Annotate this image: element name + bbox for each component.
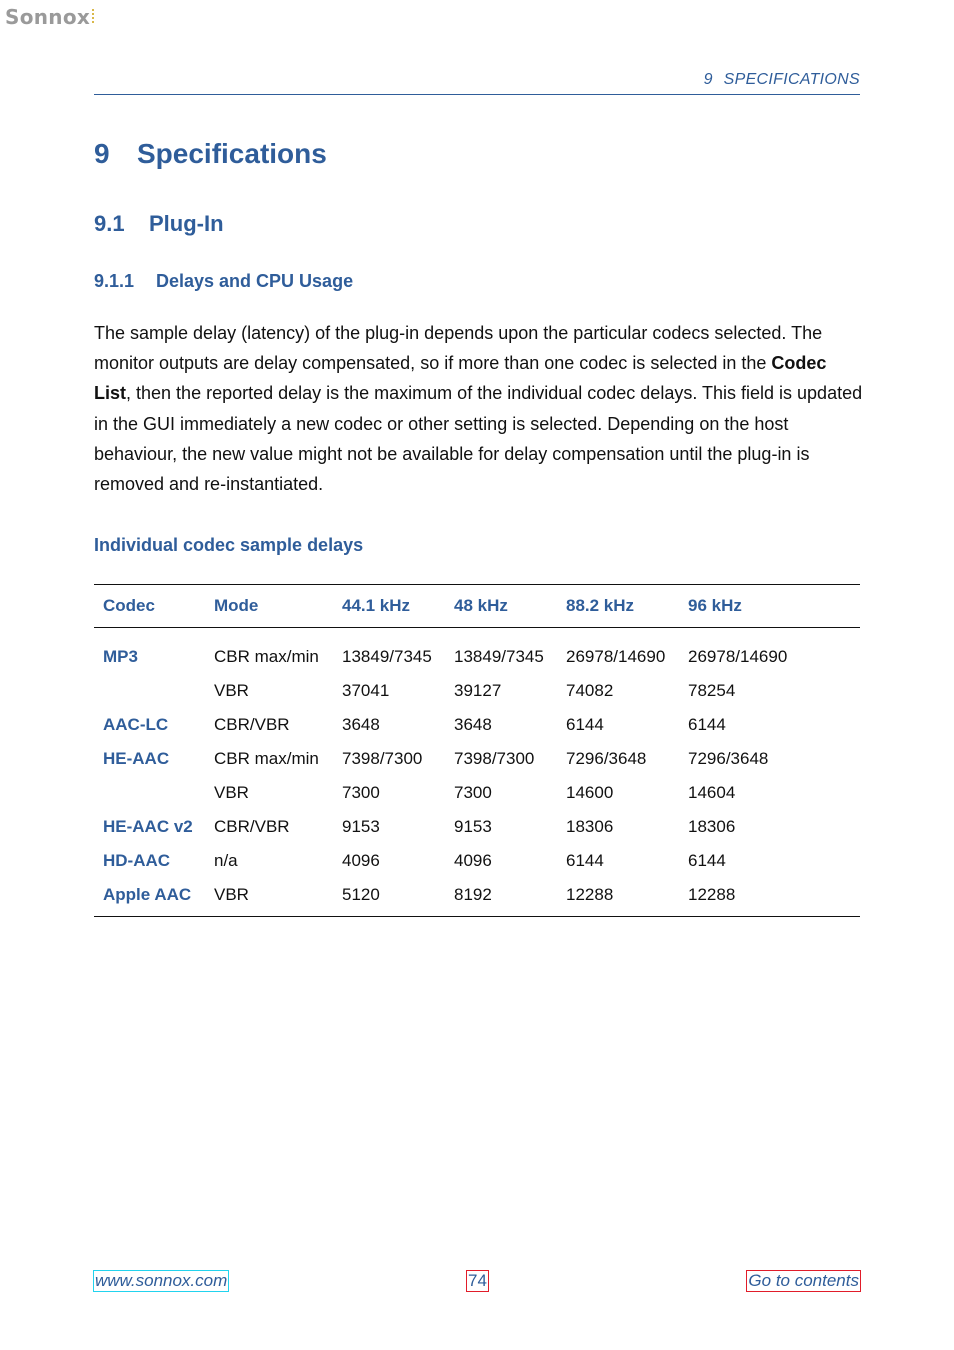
website-link[interactable]: www.sonnox.com	[95, 1271, 228, 1290]
subsection-number: 9.1.1	[94, 271, 135, 291]
chapter-heading	[94, 138, 327, 170]
codec-delays-table	[94, 584, 860, 917]
table-row	[94, 742, 860, 776]
table-cell: 37041	[342, 681, 390, 700]
running-header-title: SPECIFICATIONS	[723, 71, 860, 88]
table-cell: 13849/7345	[342, 647, 432, 666]
codec-name-cell: HD-AAC	[103, 851, 171, 870]
subsection-title: Delays and CPU Usage	[156, 271, 354, 291]
table-cell: 78254	[688, 681, 736, 700]
table-cell: 7300	[454, 783, 492, 802]
table-row	[94, 708, 860, 742]
section-title: Plug-In	[149, 211, 224, 236]
table-cell: 8192	[445, 878, 557, 917]
table-cell: CBR max/min	[214, 647, 319, 666]
codec-name-cell: MP3	[103, 647, 138, 666]
codec-name-cell: Apple AAC	[94, 878, 205, 917]
section-number: 9.1	[94, 211, 125, 236]
table-cell: 26978/14690	[688, 647, 788, 666]
codec-name-cell: HE-AAC	[103, 749, 170, 768]
table-cell: 12288	[557, 878, 679, 917]
body-paragraph	[94, 318, 864, 499]
table-cell: 5120	[333, 878, 445, 917]
table-cell: 4096	[454, 851, 492, 870]
table-cell: 9153	[454, 817, 492, 836]
subsection-heading	[94, 271, 353, 292]
table-row	[94, 844, 860, 878]
table-cell: VBR	[214, 783, 249, 802]
section-heading	[94, 211, 224, 237]
table-cell: 6144	[566, 715, 604, 734]
table-cell: 9153	[342, 817, 380, 836]
table-cell: 7300	[342, 783, 380, 802]
table-cell: 7398/7300	[454, 749, 535, 768]
table-cell: 7398/7300	[342, 749, 423, 768]
table-cell: 13849/7345	[454, 647, 544, 666]
paragraph-text-start: The sample delay (latency) of the plug-in depends upon the particular codecs selected. The monitor outputs are delay compensated, so if more than one codec is selected in the	[94, 323, 823, 374]
table-body	[94, 628, 860, 917]
table-cell: 18306	[688, 817, 736, 836]
table-cell: 6144	[688, 851, 726, 870]
codec-name-cell: AAC-LC	[103, 715, 169, 734]
table-row	[94, 776, 860, 810]
table-cell: 74082	[566, 681, 614, 700]
table-cell: VBR	[205, 878, 333, 917]
table-row	[94, 674, 860, 708]
table-cell: 3648	[342, 715, 380, 734]
chapter-number: 9	[94, 138, 110, 169]
table-header-cell: 44.1 kHz	[333, 585, 445, 628]
codec-name-cell	[94, 776, 205, 810]
codec-name-cell: HE-AAC v2	[103, 817, 193, 836]
table-cell: 14600	[566, 783, 614, 802]
table-header-cell: 48 kHz	[445, 585, 557, 628]
table-caption: Individual codec sample delays	[94, 535, 364, 555]
table-cell: VBR	[214, 681, 249, 700]
table-cell: CBR/VBR	[214, 715, 290, 734]
table-cell: 14604	[688, 783, 736, 802]
logo-dots-icon	[92, 9, 94, 25]
table-cell: CBR max/min	[214, 749, 319, 768]
table-cell: 7296/3648	[566, 749, 647, 768]
go-to-contents-link[interactable]: Go to contents	[748, 1271, 859, 1290]
table-cell: 3648	[454, 715, 492, 734]
table-row	[94, 878, 860, 917]
codec-name-cell	[94, 674, 205, 708]
logo-text: Sonnox	[5, 5, 91, 29]
table-header-row	[94, 585, 860, 628]
table-header-cell: Codec	[94, 585, 205, 628]
table-row	[94, 810, 860, 844]
table-cell: 39127	[454, 681, 502, 700]
table-header-cell: Mode	[205, 585, 333, 628]
table-cell: CBR/VBR	[214, 817, 290, 836]
header-divider	[94, 94, 860, 95]
table-cell: 6144	[688, 715, 726, 734]
chapter-title: Specifications	[137, 138, 327, 169]
page-number-link[interactable]: 74	[468, 1271, 487, 1290]
table-header-cell: 96 kHz	[679, 585, 860, 628]
table-row	[94, 628, 860, 675]
table-cell: 6144	[566, 851, 604, 870]
running-header	[704, 71, 860, 89]
paragraph-bold-term: Codec List	[94, 353, 827, 404]
sonnox-logo	[5, 5, 94, 29]
table-cell: 7296/3648	[688, 749, 769, 768]
running-header-number: 9	[703, 71, 713, 88]
table-cell: 4096	[342, 851, 380, 870]
table-cell: n/a	[214, 851, 238, 870]
table-header-cell: 88.2 kHz	[557, 585, 679, 628]
table-cell: 12288	[679, 878, 860, 917]
paragraph-text-end: , then the reported delay is the maximum of the individual codec delays. This field is updated in the GUI immediately a new codec or other setting is selected. Depending on the host behaviour, the new value might not be available for delay compensation until the plug-in is removed and re-instantiated.	[94, 383, 863, 495]
table-cell: 26978/14690	[566, 647, 666, 666]
table-cell: 18306	[566, 817, 614, 836]
